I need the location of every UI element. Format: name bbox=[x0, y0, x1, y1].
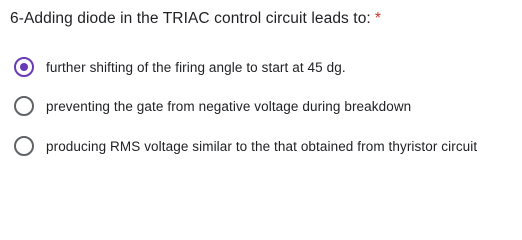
option-preventing-gate[interactable] bbox=[14, 94, 411, 118]
radio-dot-icon bbox=[20, 63, 28, 71]
radio-button-selected[interactable] bbox=[14, 57, 34, 77]
question-text: 6-Adding diode in the TRIAC control circuit leads to: bbox=[10, 10, 371, 27]
option-label: producing RMS voltage similar to the that obtained from thyristor circuit bbox=[46, 138, 478, 154]
question-title bbox=[10, 9, 381, 29]
option-further-shifting[interactable] bbox=[14, 55, 346, 79]
option-producing-rms[interactable] bbox=[14, 134, 477, 158]
option-label: preventing the gate from negative voltage during breakdown bbox=[46, 98, 412, 114]
radio-button[interactable] bbox=[14, 96, 34, 116]
radio-button[interactable] bbox=[14, 136, 34, 156]
option-label: further shifting of the firing angle to start at 45 dg. bbox=[46, 59, 346, 75]
required-asterisk: * bbox=[374, 10, 381, 27]
